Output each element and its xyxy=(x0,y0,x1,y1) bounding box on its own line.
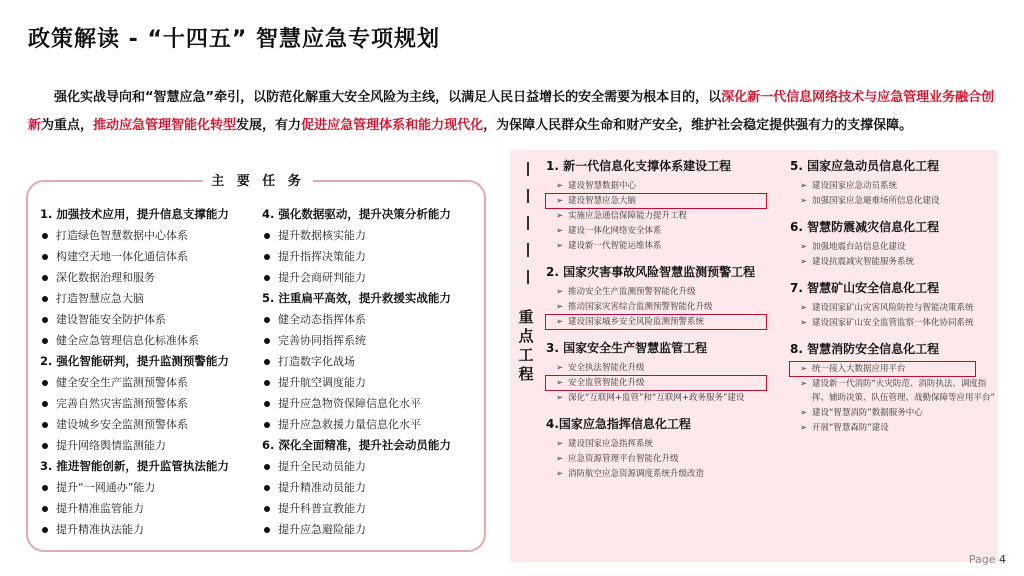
task-section-title: 3. 推进智能创新，提升监管执法能力 xyxy=(40,459,229,473)
task-item-text: 提升应急避险能力 xyxy=(278,523,366,536)
task-item xyxy=(262,456,487,477)
task-item-text: 打造数字化战场 xyxy=(278,355,355,368)
arrow-bullet-icon: ➢ xyxy=(556,287,564,297)
bullet-dot-icon xyxy=(42,317,48,323)
bullet-dot-icon xyxy=(264,359,270,365)
project-item xyxy=(546,437,786,451)
task-item xyxy=(40,225,265,246)
task-item-text: 完善协同指挥系统 xyxy=(278,334,366,347)
bullet-dot-icon xyxy=(264,233,270,239)
project-item-text: 建设新一代消防“火灾防范、消防执法、调度指挥、辅助决策、队伍管理、战勤保障等应用平台” xyxy=(812,379,995,403)
arrow-bullet-icon: ➢ xyxy=(556,393,564,403)
project-title: 6. 智慧防震减灾信息化工程 xyxy=(790,220,940,234)
arrow-bullet-icon: ➢ xyxy=(556,211,564,221)
bullet-dot-icon xyxy=(42,506,48,512)
bullet-dot-icon xyxy=(42,401,48,407)
project-item xyxy=(790,255,995,269)
project-item xyxy=(790,194,995,208)
project-item-text: 统一接入大数据应用平台 xyxy=(812,364,906,374)
task-item-text: 提升指挥决策能力 xyxy=(278,250,366,263)
task-item xyxy=(262,351,487,372)
project-item xyxy=(546,239,786,253)
arrow-bullet-icon: ➢ xyxy=(556,439,564,449)
intro-text-1: 强化实战导向和“智慧应急”牵引，以防范化解重大安全风险为主线，以满足人民日益增长的安全需要为根本目的，以 xyxy=(54,90,722,105)
project-item-text: 建设国家城乡安全风险监测预警系统 xyxy=(568,317,705,327)
arrow-bullet-icon: ➢ xyxy=(800,379,808,389)
arrow-bullet-icon: ➢ xyxy=(800,318,808,328)
task-item xyxy=(40,519,265,540)
page-number-value: 4 xyxy=(999,553,1006,566)
intro-text-4: ，为保障人民群众生命和财产安全，维护社会稳定提供强有力的支撑保障。 xyxy=(483,118,913,133)
project-item-text: 建设国家矿山安全监管监察一体化协同系统 xyxy=(812,318,974,328)
task-item-text: 健全动态指挥体系 xyxy=(278,313,366,326)
main-tasks-heading: 主 要 任 务 xyxy=(203,170,313,189)
bullet-dot-icon xyxy=(264,506,270,512)
arrow-bullet-icon: ➢ xyxy=(556,241,564,251)
arrow-bullet-icon: ➢ xyxy=(556,302,564,312)
side-bars xyxy=(524,162,532,297)
project-item-text: 安全监管智能化升级 xyxy=(568,378,645,388)
page-label: Page xyxy=(968,553,996,566)
task-section-title: 5. 注重扁平高效，提升救援实战能力 xyxy=(262,291,451,305)
task-item-text: 深化数据治理和服务 xyxy=(56,271,155,284)
projects-column-a xyxy=(546,158,786,482)
bullet-dot-icon xyxy=(42,296,48,302)
bullet-dot-icon xyxy=(42,380,48,386)
projects-column-b xyxy=(790,158,995,436)
intro-highlight-1: 深化新一代信息网络技术与应急管理业务融合创新 xyxy=(28,90,995,133)
arrow-bullet-icon: ➢ xyxy=(800,196,808,206)
task-item xyxy=(262,225,487,246)
page-number xyxy=(969,553,1006,566)
task-item xyxy=(262,246,487,267)
tasks-right-column xyxy=(262,204,487,540)
task-item-text: 提升航空调度能力 xyxy=(278,376,366,389)
task-item-text: 建设智能安全防护体系 xyxy=(56,313,166,326)
bullet-dot-icon xyxy=(42,485,48,491)
project-item xyxy=(790,301,995,315)
task-item-text: 建设城乡安全监测预警体系 xyxy=(56,418,188,431)
task-item-text: 提升网络舆情监测能力 xyxy=(56,439,166,452)
bullet-dot-icon xyxy=(264,527,270,533)
project-item xyxy=(546,300,786,314)
task-item-text: 提升会商研判能力 xyxy=(278,271,366,284)
project-item-text: 建设新一代智能运维体系 xyxy=(568,241,662,251)
bullet-dot-icon xyxy=(264,485,270,491)
project-title: 5. 国家应急动员信息化工程 xyxy=(790,159,940,173)
arrow-bullet-icon: ➢ xyxy=(556,317,564,327)
task-section-title: 6. 深化全面精准，提升社会动员能力 xyxy=(262,438,451,452)
task-section-title: 4. 强化数据驱动，提升决策分析能力 xyxy=(262,207,451,221)
bullet-dot-icon xyxy=(264,317,270,323)
task-item xyxy=(40,477,265,498)
project-item xyxy=(546,224,786,238)
task-section-title: 2. 强化智能研判，提升监测预警能力 xyxy=(40,354,229,368)
project-item xyxy=(546,361,786,375)
arrow-bullet-icon: ➢ xyxy=(800,242,808,252)
arrow-bullet-icon: ➢ xyxy=(800,181,808,191)
arrow-bullet-icon: ➢ xyxy=(800,257,808,267)
arrow-bullet-icon: ➢ xyxy=(556,363,564,373)
arrow-bullet-icon: ➢ xyxy=(556,181,564,191)
project-item-highlighted xyxy=(546,315,766,329)
task-item xyxy=(262,519,487,540)
project-item-text: 加强地震台站信息化建设 xyxy=(812,242,906,252)
main-tasks-panel xyxy=(26,174,486,552)
project-item-text: 建设智慧应急大脑 xyxy=(568,196,637,206)
task-item xyxy=(40,414,265,435)
task-item-text: 提升精准执法能力 xyxy=(56,523,144,536)
project-item xyxy=(790,240,995,254)
project-title: 3. 国家安全生产智慧监管工程 xyxy=(546,341,708,355)
bullet-dot-icon xyxy=(264,464,270,470)
task-item-text: 提升精准监管能力 xyxy=(56,502,144,515)
project-title: 1. 新一代信息化支撑体系建设工程 xyxy=(546,159,732,173)
bullet-dot-icon xyxy=(264,275,270,281)
project-item-text: 建设智慧数据中心 xyxy=(568,181,637,191)
arrow-bullet-icon: ➢ xyxy=(556,469,564,479)
task-item xyxy=(40,435,265,456)
intro-highlight-3: 促进应急管理体系和能力现代化 xyxy=(301,118,484,133)
project-item-text: 实施应急通信保障能力提升工程 xyxy=(568,211,688,221)
task-item-text: 健全应急管理信息化标准体系 xyxy=(56,334,199,347)
project-title: 8. 智慧消防安全信息化工程 xyxy=(790,342,940,356)
task-item-text: 提升“一网通办”能力 xyxy=(56,481,156,494)
task-item xyxy=(40,267,265,288)
task-item xyxy=(262,393,487,414)
task-item-text: 提升应急救援力量信息化水平 xyxy=(278,418,421,431)
project-item-text: 推动国家灾害综合监测预警智能化升级 xyxy=(568,302,713,312)
task-item-text: 打造绿色智慧数据中心体系 xyxy=(56,229,188,242)
tasks-left-column xyxy=(40,204,265,540)
task-item-text: 构建空天地一体化通信体系 xyxy=(56,250,188,263)
task-section-title: 1. 加强技术应用，提升信息支撑能力 xyxy=(40,207,229,221)
project-item xyxy=(546,391,786,405)
project-item xyxy=(790,406,995,420)
project-title: 2. 国家灾害事故风险智慧监测预警工程 xyxy=(546,265,756,279)
task-item xyxy=(40,372,265,393)
project-title: 4.国家应急指挥信息化工程 xyxy=(546,417,691,431)
task-item xyxy=(262,498,487,519)
task-item-text: 打造智慧应急大脑 xyxy=(56,292,144,305)
task-item-text: 提升全民动员能力 xyxy=(278,460,366,473)
page-title: 政策解读 - “十四五” 智慧应急专项规划 xyxy=(28,27,441,52)
bullet-dot-icon xyxy=(42,254,48,260)
task-item-text: 健全安全生产监测预警体系 xyxy=(56,376,188,389)
arrow-bullet-icon: ➢ xyxy=(800,408,808,418)
arrow-bullet-icon: ➢ xyxy=(556,454,564,464)
project-item-text: 应急资源管理平台智能化升级 xyxy=(568,454,679,464)
bullet-dot-icon xyxy=(42,233,48,239)
project-item-text: 建设抗震减灾智能服务系统 xyxy=(812,257,915,267)
bullet-dot-icon xyxy=(264,338,270,344)
task-item xyxy=(262,372,487,393)
key-projects-label: 重点工程 xyxy=(518,308,534,383)
bullet-dot-icon xyxy=(264,422,270,428)
task-item xyxy=(40,330,265,351)
task-item-text: 提升精准动员能力 xyxy=(278,481,366,494)
project-title: 7. 智慧矿山安全信息化工程 xyxy=(790,281,940,295)
project-item-text: 建设国家矿山灾害风险防控与智能决策系统 xyxy=(812,303,974,313)
task-item xyxy=(262,330,487,351)
project-item-text: 建设国家应急指挥系统 xyxy=(568,439,654,449)
bullet-dot-icon xyxy=(42,338,48,344)
project-item-text: 深化“互联网+监管”和“互联网+政务服务”建设 xyxy=(568,393,745,403)
task-item-text: 提升科普宣教能力 xyxy=(278,502,366,515)
task-item xyxy=(40,288,265,309)
arrow-bullet-icon: ➢ xyxy=(800,423,808,433)
task-item xyxy=(40,498,265,519)
arrow-bullet-icon: ➢ xyxy=(800,303,808,313)
project-item-highlighted xyxy=(790,362,975,376)
project-item xyxy=(546,209,786,223)
task-item-text: 完善自然灾害监测预警体系 xyxy=(56,397,188,410)
arrow-bullet-icon: ➢ xyxy=(556,196,564,206)
project-item xyxy=(790,421,995,435)
project-item xyxy=(546,179,786,193)
intro-text-2: 为重点， xyxy=(41,118,94,133)
arrow-bullet-icon: ➢ xyxy=(556,226,564,236)
key-projects-panel xyxy=(510,150,998,562)
project-item-text: 建设“智慧消防”数据服务中心 xyxy=(812,408,923,418)
intro-paragraph xyxy=(28,84,1003,140)
bullet-dot-icon xyxy=(264,401,270,407)
project-item xyxy=(546,285,786,299)
intro-highlight-2: 推动应急管理智能化转型 xyxy=(93,118,237,133)
bullet-dot-icon xyxy=(42,443,48,449)
task-item-text: 提升数据核实能力 xyxy=(278,229,366,242)
task-item-text: 提升应急物资保障信息化水平 xyxy=(278,397,421,410)
project-item-text: 消防航空应急资源调度系统升级改造 xyxy=(568,469,705,479)
project-item xyxy=(790,377,995,405)
project-item xyxy=(546,452,786,466)
project-item-highlighted xyxy=(546,194,766,208)
task-item xyxy=(262,309,487,330)
intro-text-3: 发展，有力 xyxy=(236,118,302,133)
bullet-dot-icon xyxy=(264,380,270,386)
project-item-text: 推动安全生产监测预警智能化升级 xyxy=(568,287,696,297)
project-item-text: 开展“智慧森防”建设 xyxy=(812,423,889,433)
project-item-text: 建设国家应急动员系统 xyxy=(812,181,898,191)
project-item xyxy=(546,467,786,481)
task-item xyxy=(262,414,487,435)
project-item-highlighted xyxy=(546,376,766,390)
project-item xyxy=(790,316,995,330)
task-item xyxy=(40,393,265,414)
bullet-dot-icon xyxy=(42,422,48,428)
task-item xyxy=(262,267,487,288)
bullet-dot-icon xyxy=(264,254,270,260)
project-item-text: 安全执法智能化升级 xyxy=(568,363,645,373)
arrow-bullet-icon: ➢ xyxy=(800,364,808,374)
task-item xyxy=(40,309,265,330)
bullet-dot-icon xyxy=(42,527,48,533)
project-item xyxy=(790,179,995,193)
task-item xyxy=(40,246,265,267)
bullet-dot-icon xyxy=(42,275,48,281)
task-item xyxy=(262,477,487,498)
project-item-text: 建设一体化网络安全体系 xyxy=(568,226,662,236)
arrow-bullet-icon: ➢ xyxy=(556,378,564,388)
project-item-text: 加强国家应急避难场所信息化建设 xyxy=(812,196,940,206)
